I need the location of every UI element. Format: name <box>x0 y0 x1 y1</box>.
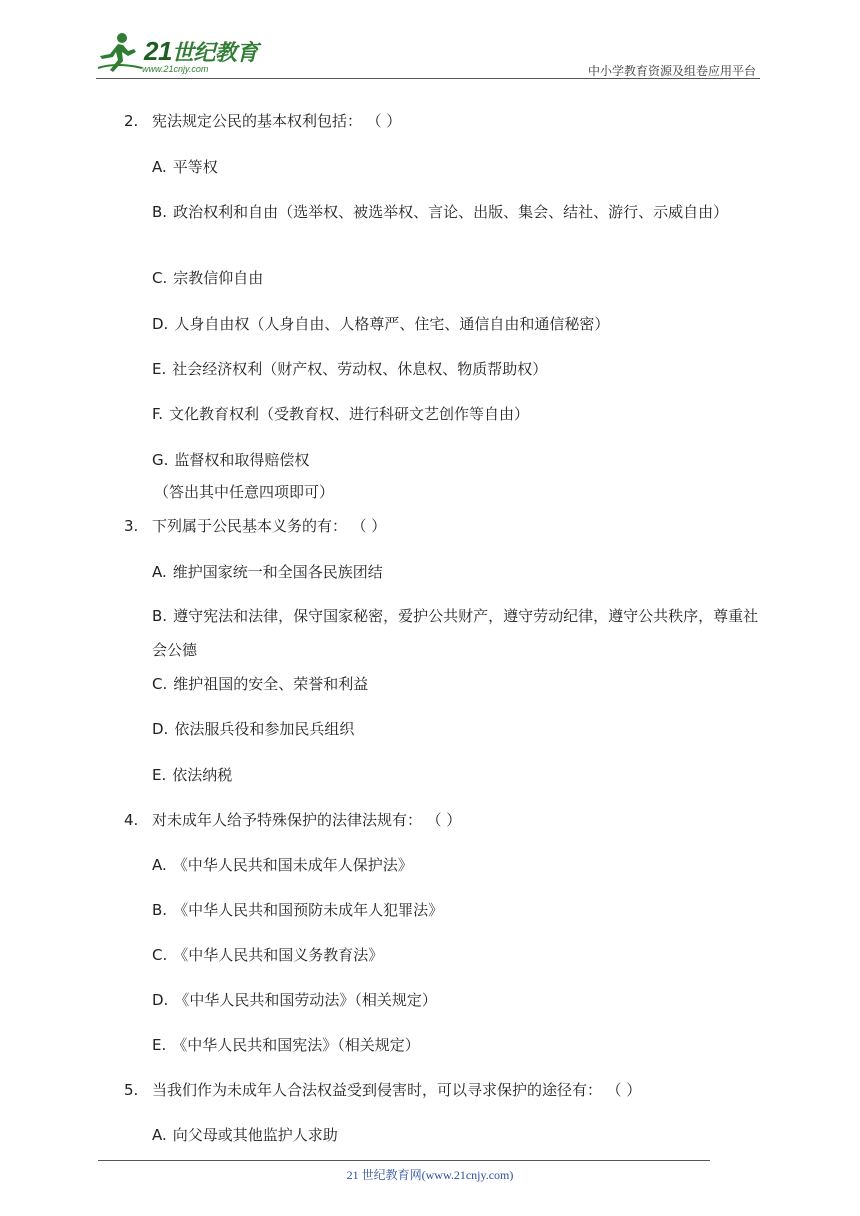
question-5 <box>124 1080 641 1100</box>
option-text: 《中华人民共和国未成年人保护法》 <box>172 856 413 874</box>
answer-blank: （ ） <box>614 1081 642 1099</box>
question-number: 2. <box>124 112 139 130</box>
footer-link[interactable]: 21 世纪教育网(www.21cnjy.com) <box>346 1168 514 1182</box>
option-a <box>152 855 413 875</box>
option-letter: A. <box>152 856 167 874</box>
option-text: 人身自由权（人身自由、人格尊严、住宅、通信自由和通信秘密） <box>174 315 610 333</box>
logo-text: 世纪教育 <box>171 40 258 65</box>
option-letter: C. <box>152 675 168 693</box>
answer-blank: （ ） <box>374 112 402 130</box>
option-letter: B. <box>152 901 168 919</box>
answer-blank: （ ） <box>434 811 462 829</box>
question-text: 对未成年人给予特殊保护的法律法规有： <box>152 811 423 829</box>
option-letter: F. <box>152 405 163 423</box>
question-number: 3. <box>124 517 139 535</box>
answer-note: （答出其中任意四项即可） <box>154 483 335 501</box>
option-text: 政治权利和自由（选举权、被选举权、言论、出版、集会、结社、游行、示威自由） <box>173 203 729 221</box>
question-2 <box>124 111 401 131</box>
option-f <box>152 404 529 424</box>
option-e <box>152 1035 420 1055</box>
option-letter: D. <box>152 720 169 738</box>
question-text: 当我们作为未成年人合法权益受到侵害时，可以寻求保护的途径有： <box>152 1081 603 1099</box>
option-text: 《中华人民共和国劳动法》（相关规定） <box>174 991 437 1009</box>
option-letter: B. <box>152 203 168 221</box>
option-text: 《中华人民共和国预防未成年人犯罪法》 <box>173 901 444 919</box>
option-text: 遵守宪法和法律，保守国家秘密，爱护公共财产，遵守劳动纪律，遵守公共秩序，尊重社会公德 <box>152 607 759 659</box>
logo-url: www.21cnjy.com <box>142 64 209 74</box>
option-text: 依法纳税 <box>172 766 233 784</box>
option-letter: D. <box>152 991 169 1009</box>
option-text: 向父母或其他监护人求助 <box>172 1126 338 1144</box>
runner-logo-icon <box>96 30 146 76</box>
option-text: 监督权和取得赔偿权 <box>174 451 310 469</box>
option-letter: C. <box>152 269 168 287</box>
option-c <box>152 268 263 288</box>
option-letter: B. <box>152 607 168 625</box>
option-letter: E. <box>152 360 167 378</box>
question-3 <box>124 516 386 536</box>
logo-number: 21 <box>144 36 172 66</box>
option-text: 《中华人民共和国义务教育法》 <box>173 946 384 964</box>
option-e <box>152 359 547 379</box>
question-text: 下列属于公民基本义务的有： <box>152 517 348 535</box>
answer-blank: （ ） <box>359 517 387 535</box>
page-header <box>96 30 760 80</box>
option-text: 维护国家统一和全国各民族团结 <box>172 563 383 581</box>
option-a <box>152 562 383 582</box>
option-letter: A. <box>152 563 167 581</box>
option-d <box>152 314 609 334</box>
option-a <box>152 1125 338 1145</box>
option-letter: G. <box>152 451 169 469</box>
option-e <box>152 765 232 785</box>
option-letter: A. <box>152 158 167 176</box>
option-letter: D. <box>152 315 169 333</box>
option-text: 依法服兵役和参加民兵组织 <box>174 720 355 738</box>
header-divider <box>96 78 760 79</box>
option-b <box>152 599 764 667</box>
option-c <box>152 674 368 694</box>
option-letter: A. <box>152 1126 167 1144</box>
option-b <box>152 195 764 229</box>
option-text: 平等权 <box>172 158 218 176</box>
option-b <box>152 900 443 920</box>
question-number: 4. <box>124 811 139 829</box>
question-text: 宪法规定公民的基本权利包括： <box>152 112 363 130</box>
footer-divider <box>98 1160 710 1161</box>
site-logo[interactable] <box>96 30 266 76</box>
option-letter: C. <box>152 946 168 964</box>
option-a <box>152 157 218 177</box>
option-d <box>152 990 437 1010</box>
option-letter: E. <box>152 1036 167 1054</box>
logo-wordmark <box>144 36 258 67</box>
option-d <box>152 719 354 739</box>
option-letter: E. <box>152 766 167 784</box>
option-g <box>152 450 309 470</box>
option-text: 社会经济权利（财产权、劳动权、休息权、物质帮助权） <box>172 360 548 378</box>
option-text: 文化教育权利（受教育权、进行科研文艺创作等自由） <box>169 405 530 423</box>
question-number: 5. <box>124 1081 139 1099</box>
option-text: 宗教信仰自由 <box>173 269 264 287</box>
option-text: 《中华人民共和国宪法》（相关规定） <box>172 1036 420 1054</box>
option-c <box>152 945 383 965</box>
question-4 <box>124 810 461 830</box>
header-tagline: 中小学教育资源及组卷应用平台 <box>587 64 756 78</box>
option-text: 维护祖国的安全、荣誉和利益 <box>173 675 369 693</box>
